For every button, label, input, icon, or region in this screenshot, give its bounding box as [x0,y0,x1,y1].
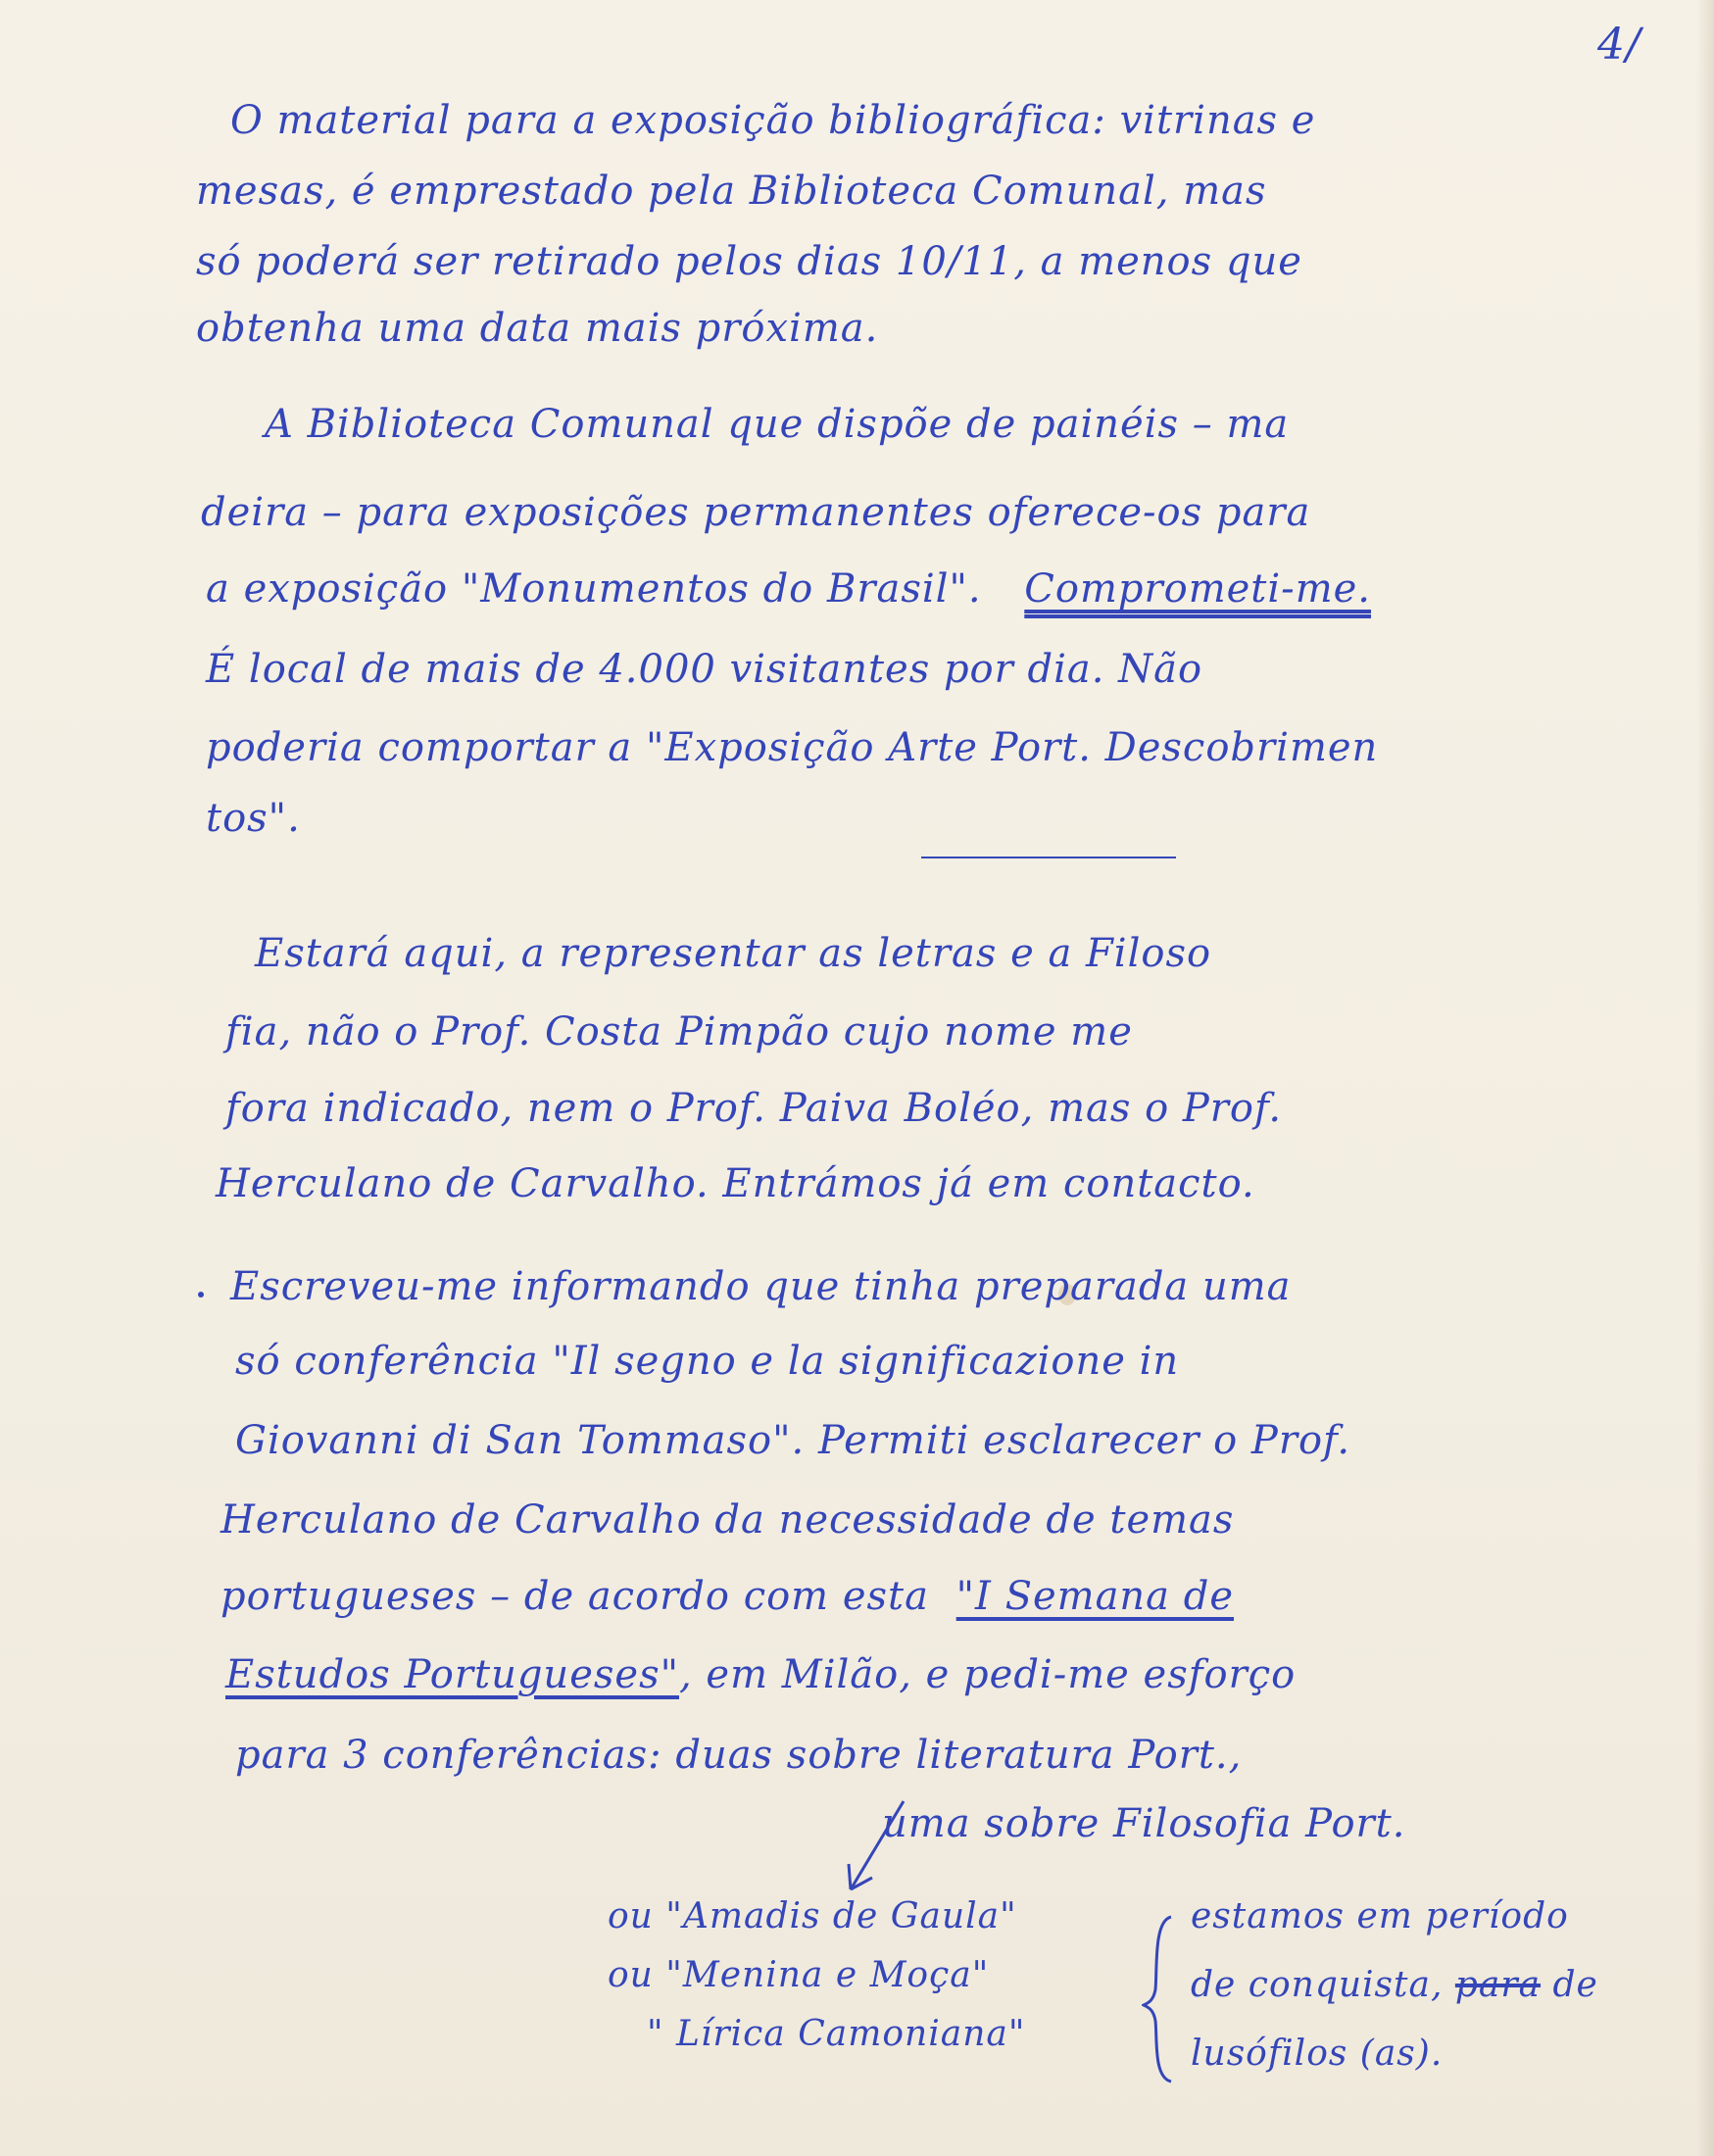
text-line [206,566,1371,612]
text-line [220,1574,1234,1619]
text-line: para 3 conferências: duas sobre literatura Port., [235,1733,1243,1778]
text-line: Escreveu-me informando que tinha preparada uma [230,1264,1292,1309]
note-line: ou "Amadis de Gaula" [608,1896,1017,1936]
text-span: a exposição "Monumentos do Brasil". [206,566,982,612]
text-line [225,1652,1296,1697]
note-line: estamos em período [1191,1896,1569,1936]
text-span: de [1552,1965,1598,2005]
note-line [1191,1965,1598,2005]
text-line: só conferência "Il segno e la significazione in [235,1339,1180,1384]
page-edge-shadow [1696,0,1714,2156]
text-line: Herculano de Carvalho da necessidade de temas [220,1497,1235,1543]
text-line: fora indicado, nem o Prof. Paiva Boléo, mas o Prof. [225,1086,1283,1131]
underlined-event-name: "I Semana de [955,1574,1235,1619]
text-line: obtenha uma data mais próxima. [196,306,879,351]
arrow-icon [833,1793,911,1901]
note-line: lusófilos (as). [1191,2034,1444,2074]
text-line: Herculano de Carvalho. Entrámos já em contacto. [216,1161,1255,1206]
text-line: É local de mais de 4.000 visitantes por dia. Não [206,647,1203,692]
text-line: Estará aqui, a representar as letras e a Filoso [255,931,1212,976]
text-line: uma sobre Filosofia Port. [882,1801,1406,1846]
text-line: tos". [206,796,301,841]
struck-word: para [1454,1965,1542,2005]
text-span: portugueses – de acordo com esta [220,1574,929,1619]
text-line: A Biblioteca Comunal que dispõe de painéis – ma [265,402,1290,447]
section-divider [921,857,1176,858]
text-line: O material para a exposição bibliográfica: vitrinas e [230,98,1316,143]
note-line: " Lírica Camoniana" [647,2014,1026,2054]
text-span: , em Milão, e pedi-me esforço [679,1652,1297,1697]
text-line: só poderá ser retirado pelos dias 10/11, a menos que [196,239,1302,284]
underlined-commitment: Comprometi-me. [1024,566,1372,612]
text-line: deira – para exposições permanentes oferece-os para [201,490,1311,535]
underlined-event-name: Estudos Portugueses" [225,1652,679,1697]
text-line: Giovanni di San Tommaso". Permiti esclarecer o Prof. [235,1418,1351,1463]
note-line: ou "Menina e Moça" [608,1955,990,1995]
text-line: poderia comportar a "Exposição Arte Port. Descobrimen [206,725,1379,770]
text-line: fia, não o Prof. Costa Pimpão cujo nome me [225,1009,1133,1054]
page-number: 4/ [1597,20,1641,70]
text-span: de conquista, [1191,1965,1444,2005]
margin-mark [198,1292,204,1298]
text-line: mesas, é emprestado pela Biblioteca Comunal, mas [196,169,1267,214]
brace-icon [1142,1911,1181,2087]
